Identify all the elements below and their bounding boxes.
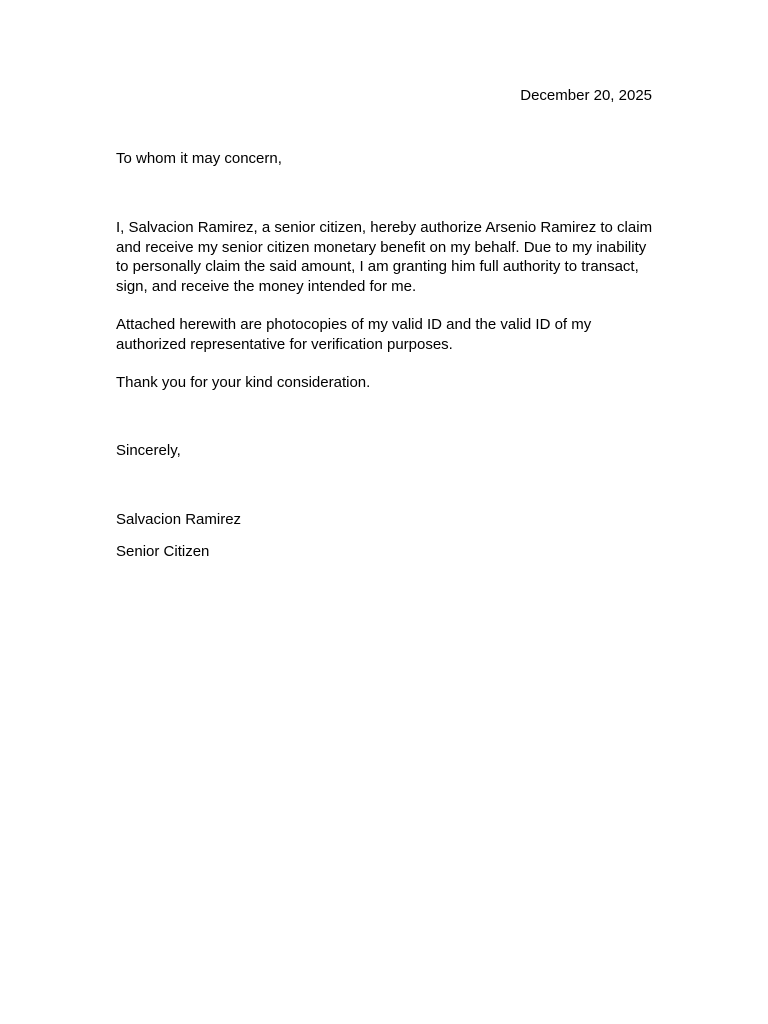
authorization-paragraph: I, Salvacion Ramirez, a senior citizen, hereby authorize Arsenio Ramirez to claim and receive my senior citizen monetary benefit on my behalf. Due to my inability to personally claim the said amount, I am granting him full authority to transact, sign, and receive the money intended for me. <box>116 219 653 295</box>
closing: Sincerely, <box>116 442 181 459</box>
thanks-paragraph: Thank you for your kind consideration. <box>116 374 371 391</box>
signatory-name: Salvacion Ramirez <box>116 511 242 528</box>
salutation: To whom it may concern, <box>116 150 282 167</box>
signatory-title: Senior Citizen <box>116 543 210 560</box>
letter-body <box>116 218 656 393</box>
attachments-paragraph: Attached herewith are photocopies of my valid ID and the valid ID of my authorized representative for verification purposes. <box>116 316 592 353</box>
letter-date: December 20, 2025 <box>520 87 652 104</box>
